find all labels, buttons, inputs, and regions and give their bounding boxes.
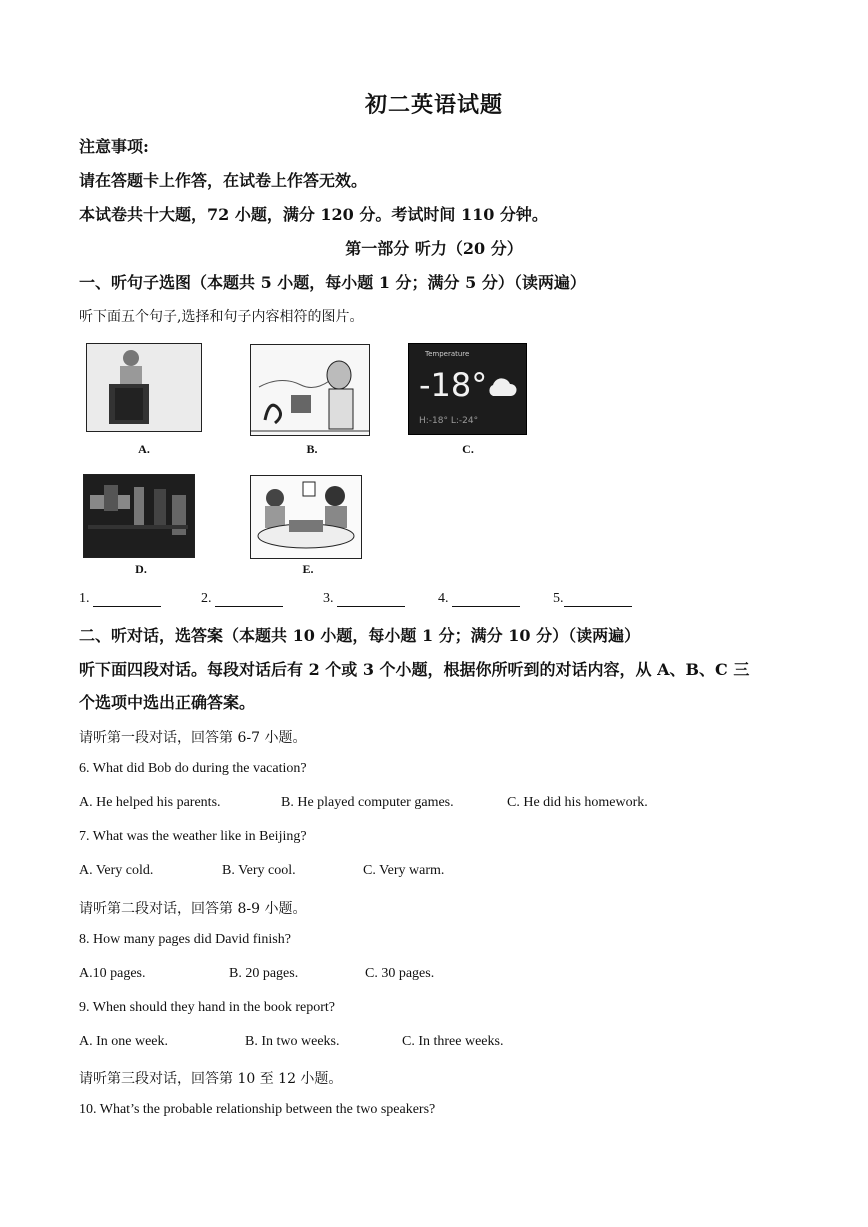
question-8: 8. How many pages did David finish?	[79, 932, 291, 947]
q6-option-b[interactable]: B. He played computer games.	[281, 795, 454, 810]
dialogue-1-intro: 请听第一段对话，回答第 6-7 小题。	[79, 730, 307, 746]
cartoon-cow-snake-image	[250, 344, 370, 436]
picture-label-c: C.	[462, 442, 474, 456]
temperature-range: H:-18° L:-24°	[419, 416, 479, 426]
answer-number-3: 3.	[323, 591, 334, 606]
question-6: 6. What did Bob do during the vacation?	[79, 761, 307, 776]
answer-blank-3[interactable]	[323, 591, 405, 607]
q9-option-a[interactable]: A. In one week.	[79, 1034, 169, 1049]
picture-label-e: E.	[302, 562, 314, 576]
part1-heading: 第一部分 听力（20 分）	[345, 239, 523, 258]
weather-temperature-image	[408, 343, 527, 435]
question-10: 10. What’s the probable relationship between the two speakers?	[79, 1102, 436, 1117]
q9-option-c[interactable]: C. In three weeks.	[402, 1034, 504, 1049]
page-title: 初二英语试题	[364, 92, 503, 118]
answer-number-2: 2.	[201, 591, 212, 606]
picture-label-b: B.	[306, 442, 318, 456]
section1-instruction: 听下面五个句子,选择和句子内容相符的图片。	[79, 309, 364, 325]
notice-line-2: 本试卷共十大题，72 小题，满分 120 分。考试时间 110 分钟。	[79, 205, 548, 224]
answer-blank-5[interactable]	[553, 591, 632, 607]
dialogue-3-intro: 请听第三段对话，回答第 10 至 12 小题。	[79, 1071, 343, 1087]
dialogue-2-intro: 请听第二段对话，回答第 8-9 小题。	[79, 901, 307, 917]
q7-option-c[interactable]: C. Very warm.	[363, 863, 445, 878]
q8-option-b[interactable]: B. 20 pages.	[229, 966, 299, 981]
q6-option-c[interactable]: C. He did his homework.	[507, 795, 648, 810]
q6-option-a[interactable]: A. He helped his parents.	[79, 795, 221, 810]
section2-instruction-line-2: 个选项中选出正确答案。	[79, 693, 256, 712]
family-dinner-image	[250, 475, 362, 559]
answer-blank-4[interactable]	[438, 591, 520, 607]
question-9: 9. When should they hand in the book report?	[79, 1000, 335, 1015]
q8-option-a[interactable]: A.10 pages.	[79, 966, 146, 981]
answer-number-1: 1.	[79, 591, 90, 606]
q8-option-c[interactable]: C. 30 pages.	[365, 966, 435, 981]
answer-blank-2[interactable]	[201, 591, 283, 607]
temperature-value: -18°	[419, 366, 488, 404]
notice-heading: 注意事项:	[79, 137, 149, 156]
notice-line-1: 请在答题卡上作答，在试卷上作答无效。	[79, 171, 368, 190]
picture-label-d: D.	[135, 562, 147, 576]
answer-blank-1[interactable]	[79, 591, 161, 607]
q9-option-b[interactable]: B. In two weeks.	[245, 1034, 340, 1049]
q7-option-b[interactable]: B. Very cool.	[222, 863, 296, 878]
q7-option-a[interactable]: A. Very cold.	[79, 863, 154, 878]
answer-number-5: 5.	[553, 591, 564, 606]
picture-label-a: A.	[138, 442, 150, 456]
dark-stage-scene-image	[83, 474, 195, 558]
temperature-title: Temperature	[425, 350, 470, 358]
cloud-icon	[485, 376, 517, 398]
question-7: 7. What was the weather like in Beijing?	[79, 829, 307, 844]
section1-heading: 一、听句子选图（本题共 5 小题，每小题 1 分；满分 5 分）（读两遍）	[79, 273, 586, 292]
answer-number-4: 4.	[438, 591, 449, 606]
section2-instruction-line-1: 听下面四段对话。每段对话后有 2 个或 3 个小题，根据你所听到的对话内容，从 A、B、C 三	[79, 660, 750, 679]
man-holding-towel-image	[86, 343, 202, 432]
section2-heading: 二、听对话，选答案（本题共 10 小题，每小题 1 分；满分 10 分）（读两遍）	[79, 626, 641, 645]
